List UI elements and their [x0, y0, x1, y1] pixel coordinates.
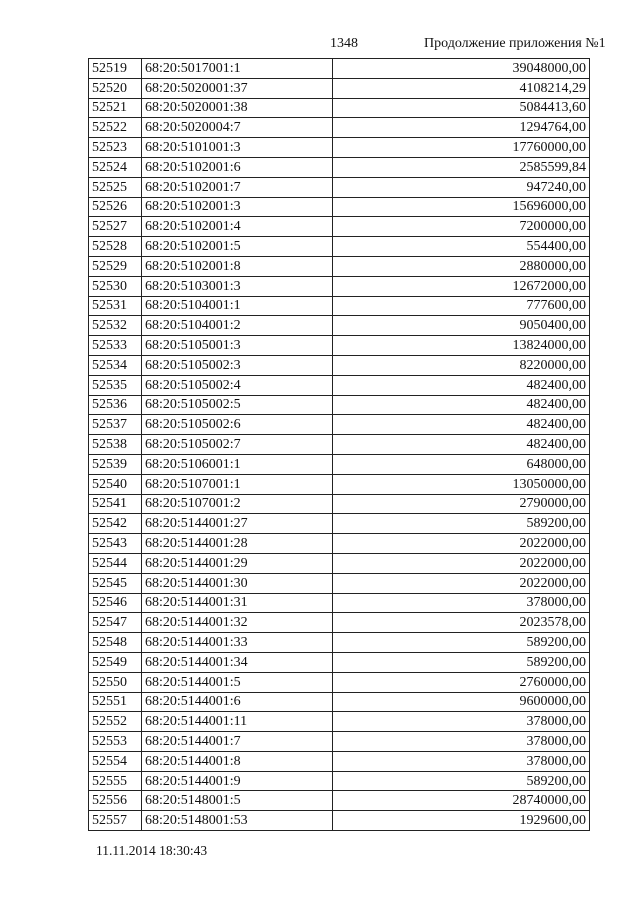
row-number-cell: 52533	[89, 336, 142, 356]
cadastral-number-cell: 68:20:5144001:7	[142, 732, 333, 752]
value-cell: 482400,00	[333, 375, 590, 395]
row-number-cell: 52534	[89, 355, 142, 375]
value-cell: 648000,00	[333, 454, 590, 474]
table-row	[89, 276, 590, 296]
row-number-cell: 52543	[89, 534, 142, 554]
value-cell: 2022000,00	[333, 573, 590, 593]
value-cell: 777600,00	[333, 296, 590, 316]
value-cell: 1294764,00	[333, 118, 590, 138]
row-number-cell: 52549	[89, 652, 142, 672]
table-row	[89, 652, 590, 672]
table-row	[89, 811, 590, 831]
value-cell: 378000,00	[333, 751, 590, 771]
cadastral-number-cell: 68:20:5107001:2	[142, 494, 333, 514]
row-number-cell: 52520	[89, 78, 142, 98]
value-cell: 589200,00	[333, 633, 590, 653]
cadastral-number-cell: 68:20:5144001:27	[142, 514, 333, 534]
table-row	[89, 514, 590, 534]
row-number-cell: 52555	[89, 771, 142, 791]
row-number-cell: 52553	[89, 732, 142, 752]
cadastral-number-cell: 68:20:5144001:29	[142, 553, 333, 573]
cadastral-number-cell: 68:20:5105001:3	[142, 336, 333, 356]
table-row	[89, 217, 590, 237]
row-number-cell: 52526	[89, 197, 142, 217]
cadastral-number-cell: 68:20:5144001:31	[142, 593, 333, 613]
table-row	[89, 474, 590, 494]
row-number-cell: 52542	[89, 514, 142, 534]
table-row	[89, 98, 590, 118]
table-row	[89, 573, 590, 593]
table-row	[89, 454, 590, 474]
value-cell: 39048000,00	[333, 59, 590, 79]
cadastral-number-cell: 68:20:5020001:38	[142, 98, 333, 118]
table-row	[89, 118, 590, 138]
table-row	[89, 553, 590, 573]
table-row	[89, 494, 590, 514]
value-cell: 378000,00	[333, 732, 590, 752]
value-cell: 378000,00	[333, 712, 590, 732]
cadastral-number-cell: 68:20:5104001:1	[142, 296, 333, 316]
table-row	[89, 138, 590, 158]
value-cell: 5084413,60	[333, 98, 590, 118]
table-row	[89, 197, 590, 217]
value-cell: 589200,00	[333, 514, 590, 534]
table-row	[89, 732, 590, 752]
row-number-cell: 52537	[89, 415, 142, 435]
table-row	[89, 59, 590, 79]
table-row	[89, 157, 590, 177]
row-number-cell: 52547	[89, 613, 142, 633]
table-row	[89, 791, 590, 811]
table-row	[89, 296, 590, 316]
row-number-cell: 52529	[89, 256, 142, 276]
row-number-cell: 52540	[89, 474, 142, 494]
row-number-cell: 52556	[89, 791, 142, 811]
row-number-cell: 52519	[89, 59, 142, 79]
row-number-cell: 52545	[89, 573, 142, 593]
value-cell: 2023578,00	[333, 613, 590, 633]
table-row	[89, 712, 590, 732]
value-cell: 15696000,00	[333, 197, 590, 217]
row-number-cell: 52532	[89, 316, 142, 336]
value-cell: 554400,00	[333, 237, 590, 257]
table-row	[89, 593, 590, 613]
table-row	[89, 613, 590, 633]
value-cell: 12672000,00	[333, 276, 590, 296]
cadastral-number-cell: 68:20:5020004:7	[142, 118, 333, 138]
table-row	[89, 375, 590, 395]
row-number-cell: 52557	[89, 811, 142, 831]
data-table	[88, 58, 590, 831]
value-cell: 482400,00	[333, 435, 590, 455]
row-number-cell: 52550	[89, 672, 142, 692]
table-body	[89, 59, 590, 831]
cadastral-number-cell: 68:20:5103001:3	[142, 276, 333, 296]
row-number-cell: 52541	[89, 494, 142, 514]
row-number-cell: 52522	[89, 118, 142, 138]
row-number-cell: 52548	[89, 633, 142, 653]
table-row	[89, 435, 590, 455]
cadastral-number-cell: 68:20:5017001:1	[142, 59, 333, 79]
value-cell: 1929600,00	[333, 811, 590, 831]
table-row	[89, 355, 590, 375]
cadastral-number-cell: 68:20:5102001:3	[142, 197, 333, 217]
cadastral-number-cell: 68:20:5105002:6	[142, 415, 333, 435]
cadastral-number-cell: 68:20:5148001:5	[142, 791, 333, 811]
value-cell: 9600000,00	[333, 692, 590, 712]
table-row	[89, 672, 590, 692]
table-row	[89, 177, 590, 197]
cadastral-number-cell: 68:20:5105002:3	[142, 355, 333, 375]
value-cell: 2585599,84	[333, 157, 590, 177]
row-number-cell: 52527	[89, 217, 142, 237]
value-cell: 4108214,29	[333, 78, 590, 98]
cadastral-number-cell: 68:20:5102001:4	[142, 217, 333, 237]
value-cell: 17760000,00	[333, 138, 590, 158]
value-cell: 2790000,00	[333, 494, 590, 514]
timestamp: 11.11.2014 18:30:43	[96, 843, 208, 858]
row-number-cell: 52536	[89, 395, 142, 415]
value-cell: 13050000,00	[333, 474, 590, 494]
data-table-container	[88, 58, 590, 831]
cadastral-number-cell: 68:20:5104001:2	[142, 316, 333, 336]
row-number-cell: 52551	[89, 692, 142, 712]
page-number: 1348	[330, 36, 358, 51]
cadastral-number-cell: 68:20:5144001:30	[142, 573, 333, 593]
value-cell: 947240,00	[333, 177, 590, 197]
row-number-cell: 52544	[89, 553, 142, 573]
cadastral-number-cell: 68:20:5105002:4	[142, 375, 333, 395]
row-number-cell: 52523	[89, 138, 142, 158]
value-cell: 589200,00	[333, 771, 590, 791]
table-row	[89, 336, 590, 356]
value-cell: 2022000,00	[333, 534, 590, 554]
cadastral-number-cell: 68:20:5105002:7	[142, 435, 333, 455]
value-cell: 28740000,00	[333, 791, 590, 811]
value-cell: 589200,00	[333, 652, 590, 672]
row-number-cell: 52528	[89, 237, 142, 257]
value-cell: 482400,00	[333, 395, 590, 415]
table-row	[89, 633, 590, 653]
cadastral-number-cell: 68:20:5144001:6	[142, 692, 333, 712]
row-number-cell: 52524	[89, 157, 142, 177]
table-row	[89, 751, 590, 771]
cadastral-number-cell: 68:20:5106001:1	[142, 454, 333, 474]
cadastral-number-cell: 68:20:5144001:34	[142, 652, 333, 672]
row-number-cell: 52552	[89, 712, 142, 732]
row-number-cell: 52525	[89, 177, 142, 197]
table-row	[89, 316, 590, 336]
cadastral-number-cell: 68:20:5144001:8	[142, 751, 333, 771]
value-cell: 2760000,00	[333, 672, 590, 692]
table-row	[89, 237, 590, 257]
row-number-cell: 52554	[89, 751, 142, 771]
table-row	[89, 78, 590, 98]
row-number-cell: 52530	[89, 276, 142, 296]
row-number-cell: 52546	[89, 593, 142, 613]
cadastral-number-cell: 68:20:5148001:53	[142, 811, 333, 831]
cadastral-number-cell: 68:20:5144001:33	[142, 633, 333, 653]
table-row	[89, 534, 590, 554]
cadastral-number-cell: 68:20:5102001:7	[142, 177, 333, 197]
cadastral-number-cell: 68:20:5102001:5	[142, 237, 333, 257]
table-row	[89, 395, 590, 415]
cadastral-number-cell: 68:20:5144001:9	[142, 771, 333, 791]
cadastral-number-cell: 68:20:5102001:8	[142, 256, 333, 276]
cadastral-number-cell: 68:20:5101001:3	[142, 138, 333, 158]
appendix-title: Продолжение приложения №1	[424, 36, 606, 51]
row-number-cell: 52521	[89, 98, 142, 118]
table-row	[89, 771, 590, 791]
table-row	[89, 256, 590, 276]
value-cell: 13824000,00	[333, 336, 590, 356]
cadastral-number-cell: 68:20:5144001:28	[142, 534, 333, 554]
cadastral-number-cell: 68:20:5020001:37	[142, 78, 333, 98]
table-row	[89, 415, 590, 435]
cadastral-number-cell: 68:20:5144001:5	[142, 672, 333, 692]
cadastral-number-cell: 68:20:5107001:1	[142, 474, 333, 494]
row-number-cell: 52531	[89, 296, 142, 316]
value-cell: 7200000,00	[333, 217, 590, 237]
table-row	[89, 692, 590, 712]
value-cell: 2880000,00	[333, 256, 590, 276]
row-number-cell: 52535	[89, 375, 142, 395]
row-number-cell: 52538	[89, 435, 142, 455]
value-cell: 378000,00	[333, 593, 590, 613]
cadastral-number-cell: 68:20:5102001:6	[142, 157, 333, 177]
value-cell: 2022000,00	[333, 553, 590, 573]
value-cell: 8220000,00	[333, 355, 590, 375]
value-cell: 9050400,00	[333, 316, 590, 336]
cadastral-number-cell: 68:20:5105002:5	[142, 395, 333, 415]
cadastral-number-cell: 68:20:5144001:11	[142, 712, 333, 732]
row-number-cell: 52539	[89, 454, 142, 474]
value-cell: 482400,00	[333, 415, 590, 435]
cadastral-number-cell: 68:20:5144001:32	[142, 613, 333, 633]
